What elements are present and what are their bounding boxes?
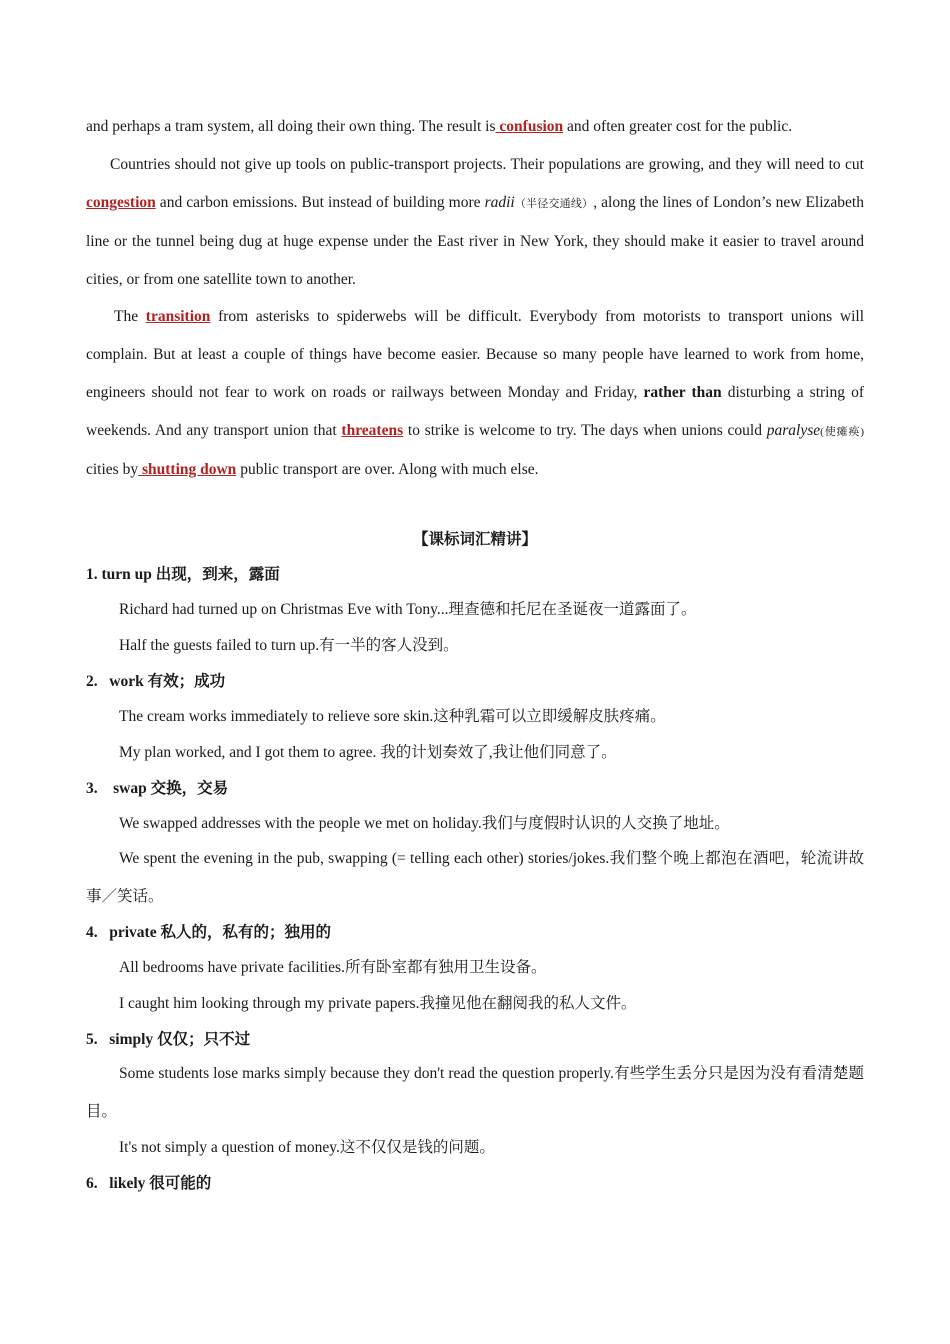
vocab-example: I caught him looking through my private papers.我撞见他在翻阅我的私人文件。: [119, 995, 637, 1012]
keyword-confusion: confusion: [495, 118, 564, 135]
text: , along the lines of London’s new Elizabeth line or the tunnel being dug at huge expense under the East river in New York, they should make it easier to travel around cities, or from one satellite town to another.: [86, 194, 864, 288]
text: to strike is welcome to try. The days when unions could: [403, 422, 767, 439]
text: and perhaps a tram system, all doing their own thing. The result is: [86, 118, 496, 135]
vocab-meaning: 私人的，私有的；独用的: [160, 924, 331, 941]
vocab-meaning: 很可能的: [149, 1175, 212, 1192]
keyword-threatens: threatens: [341, 422, 404, 439]
vocab-heading-6: [86, 1172, 211, 1196]
passage-paragraph-1: [86, 108, 864, 146]
text: public transport are over. Along with much else.: [236, 461, 539, 478]
vocab-number: 2.: [86, 673, 98, 690]
text: Countries should not give up tools on public-transport projects. Their populations are growing, and they will need to cut: [110, 156, 864, 173]
vocab-number: 5.: [86, 1031, 98, 1048]
vocab-number: 6.: [86, 1175, 98, 1192]
vocab-meaning: 有效；成功: [147, 673, 226, 690]
vocab-example: Half the guests failed to turn up.有一半的客人没到。: [119, 637, 459, 654]
vocab-example: Richard had turned up on Christmas Eve with Tony...理查德和托尼在圣诞夜一道露面了。: [119, 601, 697, 618]
gloss: （半径交通线）: [514, 198, 594, 210]
keyword-congestion: congestion: [86, 194, 156, 211]
text: and often greater cost for the public.: [563, 118, 793, 135]
vocab-word: work: [109, 673, 144, 690]
vocab-heading-3: [86, 777, 228, 801]
vocab-number: 1.: [86, 566, 98, 583]
vocab-word: private: [109, 924, 157, 941]
vocab-example: The cream works immediately to relieve sore skin.这种乳霜可以立即缓解皮肤疼痛。: [119, 708, 666, 725]
section-title: 【课标词汇精讲】: [412, 531, 537, 548]
vocab-word: swap: [113, 780, 147, 797]
vocab-example: All bedrooms have private facilities.所有卧室都有独用卫生设备。: [119, 959, 547, 976]
text: disturbing a string of weekends. And any transport union that: [86, 384, 864, 439]
italic-term: radii: [484, 194, 515, 211]
text: The: [114, 308, 146, 325]
vocab-word: turn up: [101, 566, 152, 583]
passage-paragraph-2: [86, 146, 864, 299]
keyword-transition: transition: [145, 308, 211, 325]
vocab-number: 4.: [86, 924, 98, 941]
italic-term: paralyse: [766, 422, 821, 439]
vocab-heading-4: [86, 921, 331, 945]
vocab-meaning: 仅仅；只不过: [157, 1031, 251, 1048]
bold-phrase: rather than: [643, 384, 722, 401]
vocab-example: We swapped addresses with the people we met on holiday.我们与度假时认识的人交换了地址。: [119, 815, 730, 832]
vocab-word: simply: [109, 1031, 154, 1048]
text: cities by: [86, 461, 139, 478]
text: from asterisks to spiderwebs will be difficult. Everybody from motorists to transport unions will complain. But at least a couple of things have become easier. Because so many people have learned to work from home, engineers should not fear to work on roads or railways between Monday and Friday,: [86, 308, 864, 401]
vocab-example: My plan worked, and I got them to agree. 我的计划奏效了,我让他们同意了。: [119, 744, 617, 761]
vocab-heading-1: [86, 563, 280, 587]
vocab-heading-2: [86, 670, 225, 694]
vocab-example: It's not simply a question of money.这不仅仅是钱的问题。: [119, 1139, 495, 1156]
keyword-shutting-down: shutting down: [138, 461, 237, 478]
gloss: (使瘫痪): [820, 426, 865, 438]
vocab-word: likely: [109, 1175, 146, 1192]
vocab-meaning: 出现，到来，露面: [155, 566, 280, 583]
vocab-meaning: 交换，交易: [150, 780, 229, 797]
vocab-example: Some students lose marks simply because they don't read the question properly.有些学生丢分只是因为没有看清楚题目。: [86, 1065, 864, 1120]
vocab-example: We spent the evening in the pub, swapping (= telling each other) stories/jokes.我们整个晚上都泡在酒吧，轮流讲故事／笑话。: [86, 850, 864, 905]
passage-paragraph-3: [86, 298, 864, 489]
vocab-number: 3.: [86, 780, 98, 797]
text: and carbon emissions. But instead of building more: [155, 194, 485, 211]
vocab-heading-5: [86, 1028, 250, 1052]
